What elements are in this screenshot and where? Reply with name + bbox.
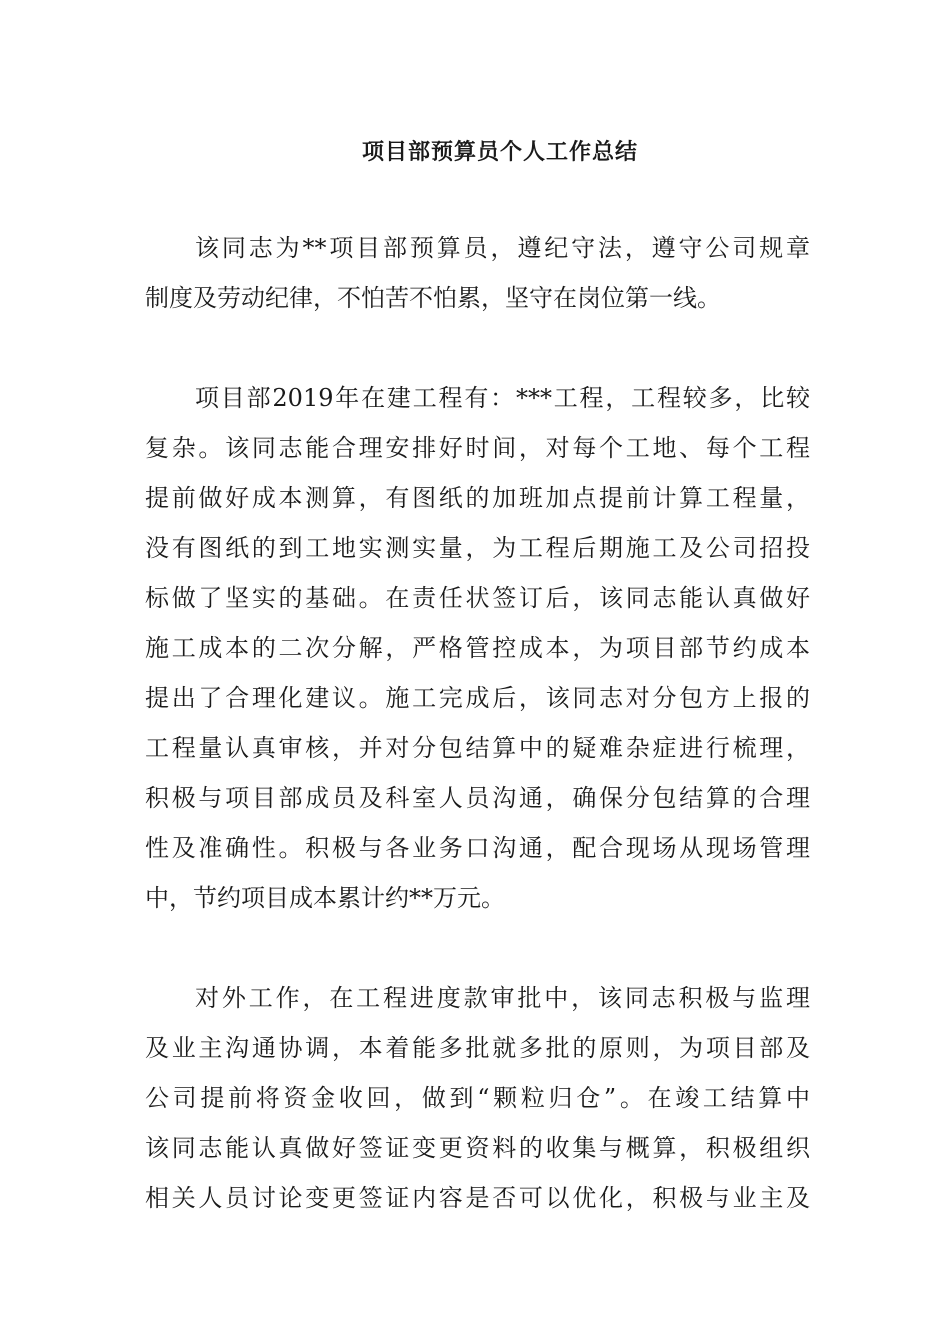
paragraph-line: 该同志为**项目部预算员，遵纪守法，遵守公司规章	[195, 234, 810, 262]
paragraph-line: 标做了坚实的基础。在责任状签订后，该同志能认真做好	[145, 584, 810, 612]
paragraph-line: 制度及劳动纪律，不怕苦不怕累，坚守在岗位第一线。	[145, 284, 721, 312]
paragraph-line: 没有图纸的到工地实测实量，为工程后期施工及公司招投	[145, 534, 810, 562]
paragraph-1	[145, 223, 810, 323]
paragraph-line: 该同志能认真做好签证变更资料的收集与概算，积极组织	[145, 1134, 810, 1162]
paragraph-line: 公司提前将资金收回，做到“颗粒归仓”。在竣工结算中	[145, 1084, 810, 1112]
document-title: 项目部预算员个人工作总结	[361, 139, 638, 165]
paragraph-3	[145, 973, 810, 1223]
paragraph-line: 对外工作，在工程进度款审批中，该同志积极与监理	[195, 984, 810, 1012]
paragraph-line: 项目部2019年在建工程有：***工程，工程较多，比较	[195, 384, 810, 412]
paragraph-line: 工程量认真审核，并对分包结算中的疑难杂症进行梳理，	[145, 734, 810, 762]
paragraph-line: 积极与项目部成员及科室人员沟通，确保分包结算的合理	[145, 784, 810, 812]
paragraph-line: 中，节约项目成本累计约**万元。	[145, 884, 505, 912]
paragraph-line: 及业主沟通协调，本着能多批就多批的原则，为项目部及	[145, 1034, 810, 1062]
paragraph-line: 提前做好成本测算，有图纸的加班加点提前计算工程量，	[145, 484, 810, 512]
paragraph-line: 相关人员讨论变更签证内容是否可以优化，积极与业主及	[145, 1184, 810, 1212]
paragraph-2	[145, 373, 810, 923]
paragraph-line: 性及准确性。积极与各业务口沟通，配合现场从现场管理	[145, 834, 810, 862]
paragraph-line: 提出了合理化建议。施工完成后，该同志对分包方上报的	[145, 684, 810, 712]
paragraph-line: 复杂。该同志能合理安排好时间，对每个工地、每个工程	[145, 434, 810, 462]
paragraph-line: 施工成本的二次分解，严格管控成本，为项目部节约成本	[145, 634, 810, 662]
